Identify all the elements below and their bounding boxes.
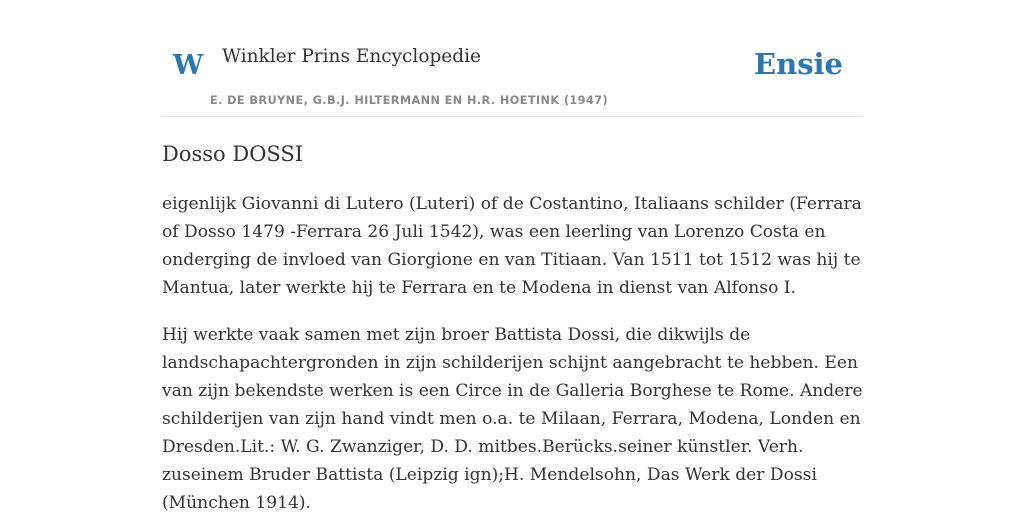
site-header bbox=[162, 0, 862, 117]
article-title: Dosso DOSSI bbox=[162, 142, 304, 166]
article-paragraph: eigenlijk Giovanni di Lutero (Luteri) of de Costantino, Italiaans schilder (Ferrara of Dosso 1479 -Ferrara 26 Juli 1542), was een leerling van Lorenzo Costa en onderging de invloed van Giorgione en van Titiaan. Van 1511 tot 1512 was hij te Mantua, later werkte hij te Ferrara en te Modena in dienst van Alfonso I. bbox=[162, 194, 862, 298]
article bbox=[162, 138, 868, 512]
source-title[interactable]: Winkler Prins Encyclopedie bbox=[222, 46, 481, 67]
source-authors: E. DE BRUYNE, G.B.J. HILTERMANN EN H.R. HOETINK (1947) bbox=[210, 94, 609, 107]
winkler-prins-logo[interactable]: W bbox=[173, 50, 204, 81]
ensie-logo-link[interactable]: Ensie bbox=[754, 47, 843, 81]
article-paragraph: Hij werkte vaak samen met zijn broer Battista Dossi, die dikwijls de landschapachtergronden in zijn schilderijen schijnt aangebracht te hebben. Een van zijn bekendste werken is een Circe in de Galleria Borghese te Rome. Andere schilderijen van zijn hand vindt men o.a. te Milaan, Ferrara, Modena, Londen en Dresden.Lit.: W. G. Zwanziger, D. D. mitbes.Berücks.seiner künstler. Verh. zuseinem Bruder Battista (Leipzig ign);H. Mendelsohn, Das Werk der Dossi (München 1914). bbox=[162, 325, 863, 512]
